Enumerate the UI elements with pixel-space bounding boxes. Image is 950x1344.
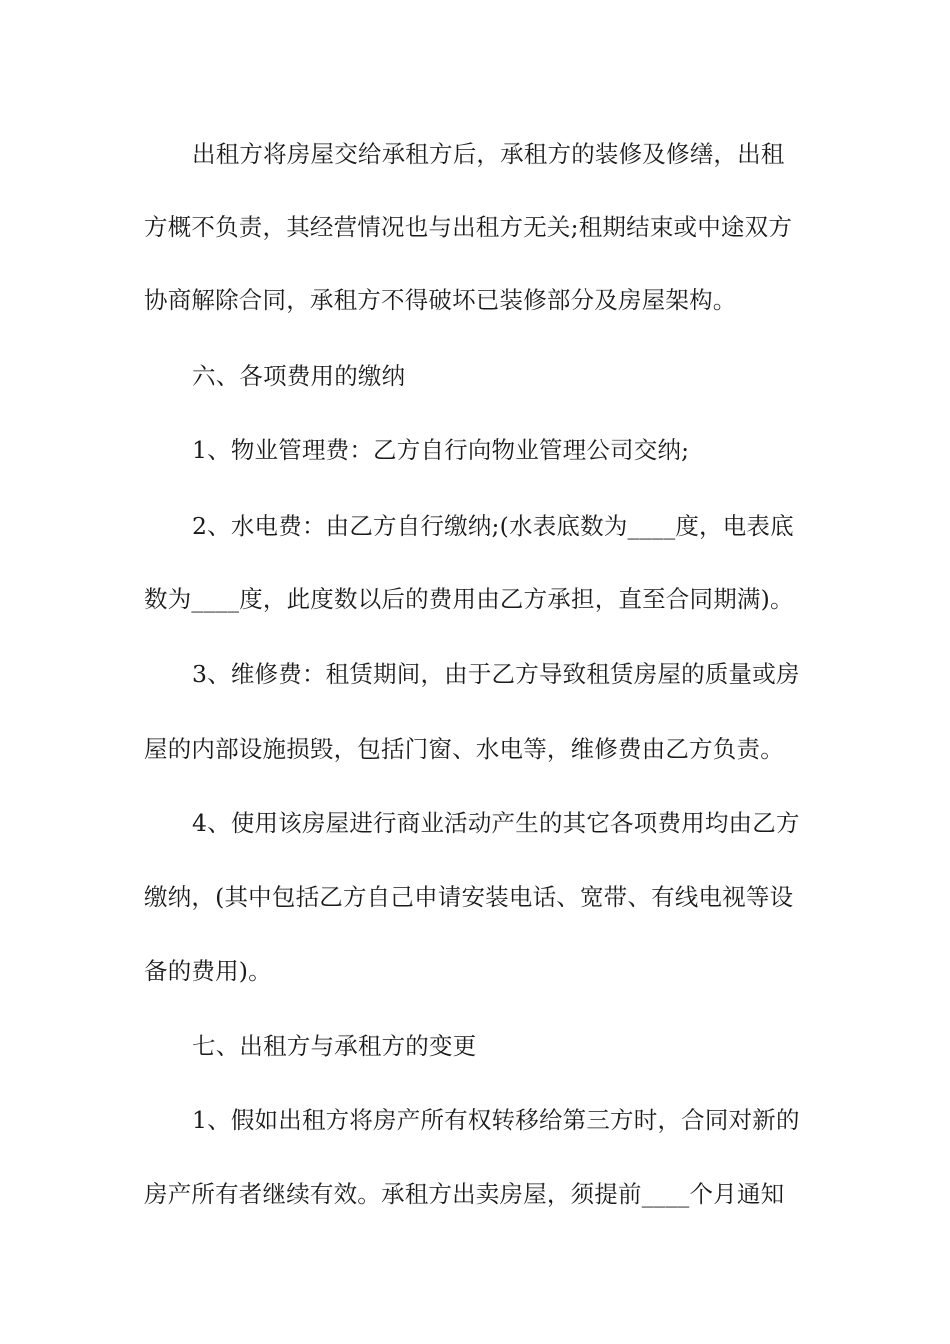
section-heading-change: 七、出租方与承租方的变更 — [192, 1032, 477, 1060]
paragraph-line: 缴纳，(其中包括乙方自己申请安装电话、宽带、有线电视等设 — [144, 883, 794, 911]
paragraph-line: 屋的内部设施损毁，包括门窗、水电等，维修费由乙方负责。 — [144, 735, 784, 763]
list-item: 1、假如出租方将房产所有权转移给第三方时，合同对新的 — [192, 1106, 800, 1134]
section-heading-fees: 六、各项费用的缴纳 — [192, 362, 406, 390]
list-item: 1、物业管理费：乙方自行向物业管理公司交纳; — [192, 436, 690, 464]
paragraph-line: 协商解除合同，承租方不得破坏已装修部分及房屋架构。 — [144, 286, 737, 314]
paragraph-line: 备的费用)。 — [144, 957, 272, 985]
paragraph-line: 房产所有者继续有效。承租方出卖房屋，须提前____个月通知 — [144, 1180, 785, 1208]
paragraph-line: 方概不负责，其经营情况也与出租方无关;租期结束或中途双方 — [144, 213, 793, 241]
list-item: 2、水电费：由乙方自行缴纳;(水表底数为____度，电表底 — [192, 512, 794, 540]
list-item: 3、维修费：租赁期间，由于乙方导致租赁房屋的质量或房 — [192, 660, 800, 688]
list-item: 4、使用该房屋进行商业活动产生的其它各项费用均由乙方 — [192, 809, 800, 837]
paragraph-line: 出租方将房屋交给承租方后，承租方的装修及修缮，出租 — [192, 140, 785, 168]
paragraph-line: 数为____度，此度数以后的费用由乙方承担，直至合同期满)。 — [144, 585, 794, 613]
